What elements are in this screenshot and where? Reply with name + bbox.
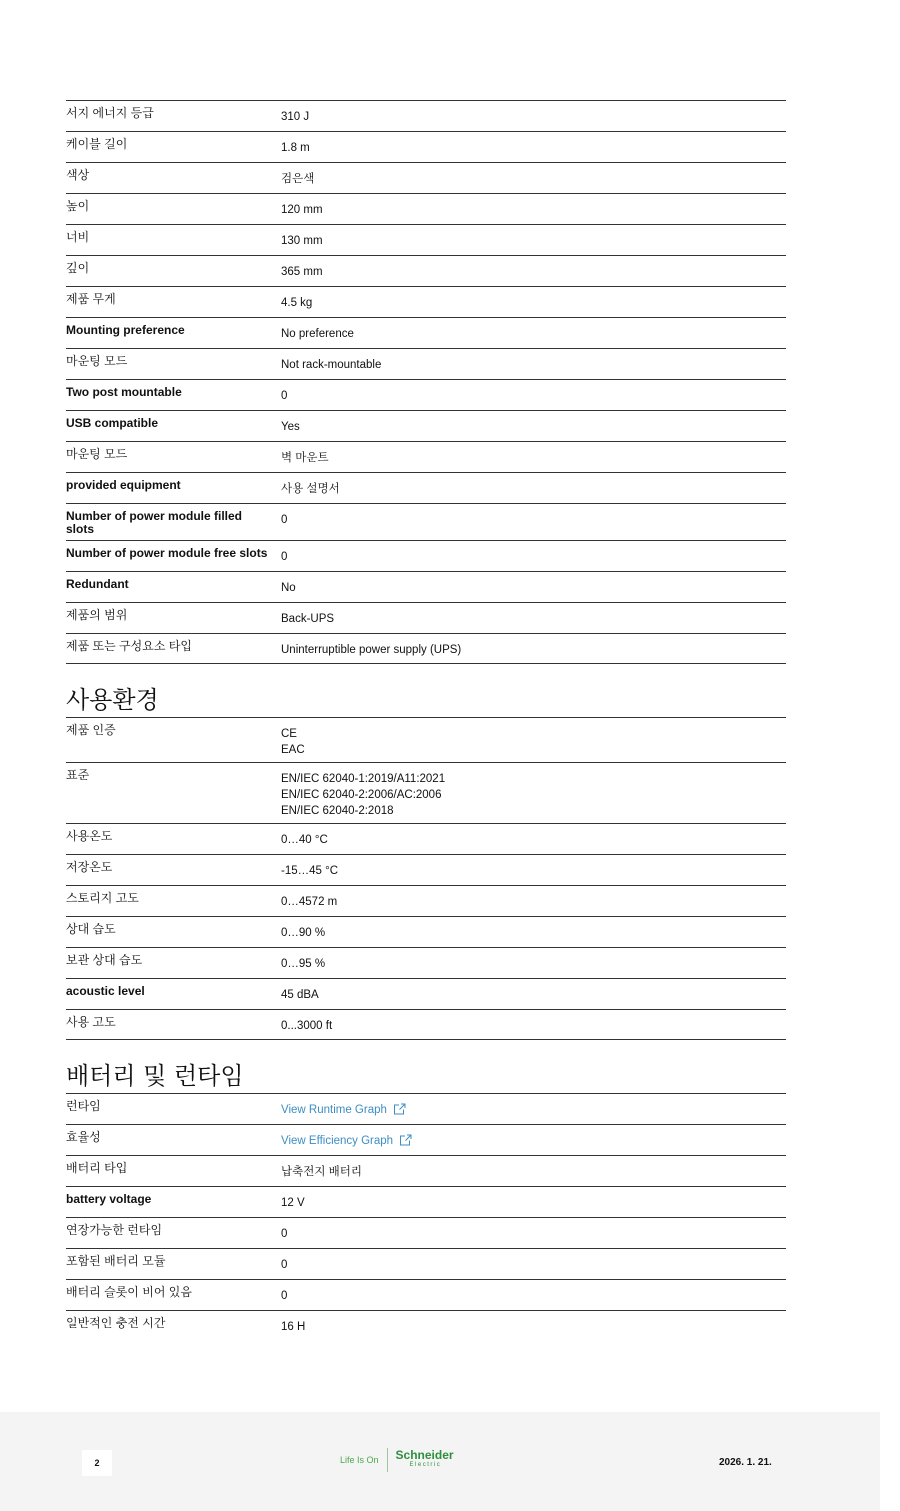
- spec-row: [66, 1186, 786, 1217]
- spec-value: Not rack-mountable: [281, 359, 382, 371]
- spec-value: 벽 마운트: [281, 452, 329, 464]
- spec-row: [66, 916, 786, 947]
- spec-row: [66, 1155, 786, 1186]
- spec-label: Number of power module filled slots: [66, 509, 243, 536]
- spec-label: Mounting preference: [66, 323, 185, 337]
- spec-row: [66, 602, 786, 633]
- spec-row: [66, 410, 786, 441]
- spec-value: 16 H: [281, 1321, 306, 1333]
- spec-value-line: EAC: [281, 744, 305, 756]
- spec-row: [66, 854, 786, 885]
- runtime-graph-link-label: View Runtime Graph: [281, 1104, 387, 1116]
- spec-label: battery voltage: [66, 1192, 152, 1206]
- spec-value: 0: [281, 390, 288, 402]
- spec-table-general: [66, 100, 786, 664]
- spec-label: 배터리 슬롯이 비어 있음: [66, 1285, 192, 1299]
- external-link-icon: [399, 1134, 412, 1146]
- spec-row: [66, 441, 786, 472]
- spec-label: 마운팅 모드: [66, 354, 128, 368]
- spec-row: [66, 1093, 786, 1124]
- spec-row: [66, 762, 786, 823]
- spec-label: 제품 무게: [66, 292, 116, 306]
- spec-row: [66, 1248, 786, 1279]
- spec-label: 연장가능한 런타임: [66, 1223, 163, 1237]
- section-title-environment: 사용환경: [66, 686, 159, 714]
- page-footer: [0, 1412, 880, 1511]
- spec-label: 포함된 배터리 모듈: [66, 1254, 166, 1268]
- spec-value: 0: [281, 1259, 288, 1271]
- spec-label: Two post mountable: [66, 385, 182, 399]
- spec-row: [66, 978, 786, 1009]
- spec-value: 0…40 °C: [281, 834, 328, 846]
- spec-value: 310 J: [281, 111, 310, 123]
- spec-value: No preference: [281, 328, 354, 340]
- spec-row: [66, 1279, 786, 1310]
- spec-row: [66, 503, 786, 540]
- spec-label: 상대 습도: [66, 922, 116, 936]
- external-link-icon: [393, 1103, 406, 1115]
- spec-value: 365 mm: [281, 266, 323, 278]
- spec-label: provided equipment: [66, 478, 181, 492]
- spec-value-line: EN/IEC 62040-2:2018: [281, 805, 394, 817]
- spec-value: 0: [281, 1290, 288, 1302]
- brand-tagline: Life Is On: [340, 1455, 379, 1465]
- spec-label: 제품 인증: [66, 723, 116, 737]
- spec-row: [66, 100, 786, 131]
- spec-value: 0...3000 ft: [281, 1020, 333, 1032]
- spec-label: acoustic level: [66, 984, 145, 998]
- spec-label: 배터리 타입: [66, 1161, 128, 1175]
- spec-value: Uninterruptible power supply (UPS): [281, 644, 462, 656]
- spec-value: [281, 724, 786, 758]
- spec-label: 서지 에너지 등급: [66, 106, 154, 120]
- spec-row: [66, 255, 786, 286]
- schneider-logo: [396, 1450, 454, 1470]
- spec-row: [66, 1310, 786, 1341]
- spec-value: [281, 1131, 786, 1151]
- spec-label: 보관 상대 습도: [66, 953, 143, 967]
- efficiency-graph-link-label: View Efficiency Graph: [281, 1135, 394, 1147]
- spec-row: [66, 131, 786, 162]
- spec-row: [66, 193, 786, 224]
- spec-value: 검은색: [281, 173, 315, 185]
- spec-label: 너비: [66, 230, 90, 244]
- spec-value-line: EN/IEC 62040-2:2006/AC:2006: [281, 789, 442, 801]
- spec-row: [66, 717, 786, 762]
- spec-row: [66, 379, 786, 410]
- spec-label: 스토리지 고도: [66, 891, 139, 905]
- spec-label: USB compatible: [66, 416, 159, 430]
- spec-label: 일반적인 충전 시간: [66, 1316, 166, 1330]
- spec-value-line: EN/IEC 62040-1:2019/A11:2021: [281, 773, 446, 785]
- spec-value: 45 dBA: [281, 989, 319, 1001]
- spec-label: 높이: [66, 199, 90, 213]
- spec-value: [281, 769, 786, 819]
- spec-label: 런타임: [66, 1099, 101, 1113]
- spec-label: 저장온도: [66, 860, 113, 874]
- spec-label: 사용 고도: [66, 1015, 116, 1029]
- spec-value: 0…90 %: [281, 927, 326, 939]
- efficiency-graph-link[interactable]: [281, 1135, 412, 1147]
- spec-row: [66, 633, 786, 664]
- spec-value: -15…45 °C: [281, 865, 339, 877]
- spec-value: No: [281, 582, 296, 594]
- spec-label: Number of power module free slots: [66, 546, 268, 560]
- spec-row: [66, 1217, 786, 1248]
- spec-row: [66, 348, 786, 379]
- spec-row: [66, 317, 786, 348]
- spec-value: 사용 설명서: [281, 483, 340, 495]
- spec-value: Yes: [281, 421, 300, 433]
- spec-row: [66, 1124, 786, 1155]
- spec-table-battery: [66, 1093, 786, 1341]
- spec-value: 0…4572 m: [281, 896, 338, 908]
- spec-label: 제품 또는 구성요소 타입: [66, 639, 192, 653]
- spec-value: 납축전지 배터리: [281, 1166, 362, 1178]
- spec-row: [66, 571, 786, 602]
- spec-row: [66, 823, 786, 854]
- brand-name: Schneider: [395, 1448, 454, 1462]
- spec-label: 색상: [66, 168, 90, 182]
- spec-row: [66, 885, 786, 916]
- spec-value: Back-UPS: [281, 613, 335, 625]
- section-title-battery: 배터리 및 런타임: [66, 1062, 244, 1090]
- runtime-graph-link[interactable]: [281, 1104, 406, 1116]
- spec-value: 4.5 kg: [281, 297, 313, 309]
- spec-row: [66, 162, 786, 193]
- spec-value: 0: [281, 551, 288, 563]
- page-number: 2: [82, 1450, 112, 1476]
- spec-row: [66, 540, 786, 571]
- spec-value: 0: [281, 514, 288, 526]
- spec-label: 깊이: [66, 261, 90, 275]
- spec-row: [66, 286, 786, 317]
- document-date: 2026. 1. 21.: [719, 1457, 772, 1468]
- spec-row: [66, 224, 786, 255]
- spec-value: 12 V: [281, 1197, 305, 1209]
- spec-label: 효율성: [66, 1130, 101, 1144]
- brand-logo: [340, 1448, 454, 1472]
- spec-value: [281, 1100, 786, 1120]
- spec-row: [66, 1009, 786, 1040]
- spec-value: 0…95 %: [281, 958, 326, 970]
- spec-content: [66, 100, 786, 1341]
- spec-label: 표준: [66, 768, 90, 782]
- spec-value: 130 mm: [281, 235, 323, 247]
- spec-table-environment: [66, 717, 786, 1040]
- spec-label: Redundant: [66, 577, 129, 591]
- spec-label: 마운팅 모드: [66, 447, 128, 461]
- spec-label: 사용온도: [66, 829, 113, 843]
- spec-row: [66, 472, 786, 503]
- brand-divider: [387, 1448, 388, 1472]
- spec-value-line: CE: [281, 728, 297, 740]
- spec-value: 1.8 m: [281, 142, 310, 154]
- spec-value: 0: [281, 1228, 288, 1240]
- brand-subname: Electric: [409, 1462, 442, 1468]
- spec-label: 제품의 범위: [66, 608, 128, 622]
- spec-label: 케이블 길이: [66, 137, 128, 151]
- spec-row: [66, 947, 786, 978]
- spec-value: 120 mm: [281, 204, 323, 216]
